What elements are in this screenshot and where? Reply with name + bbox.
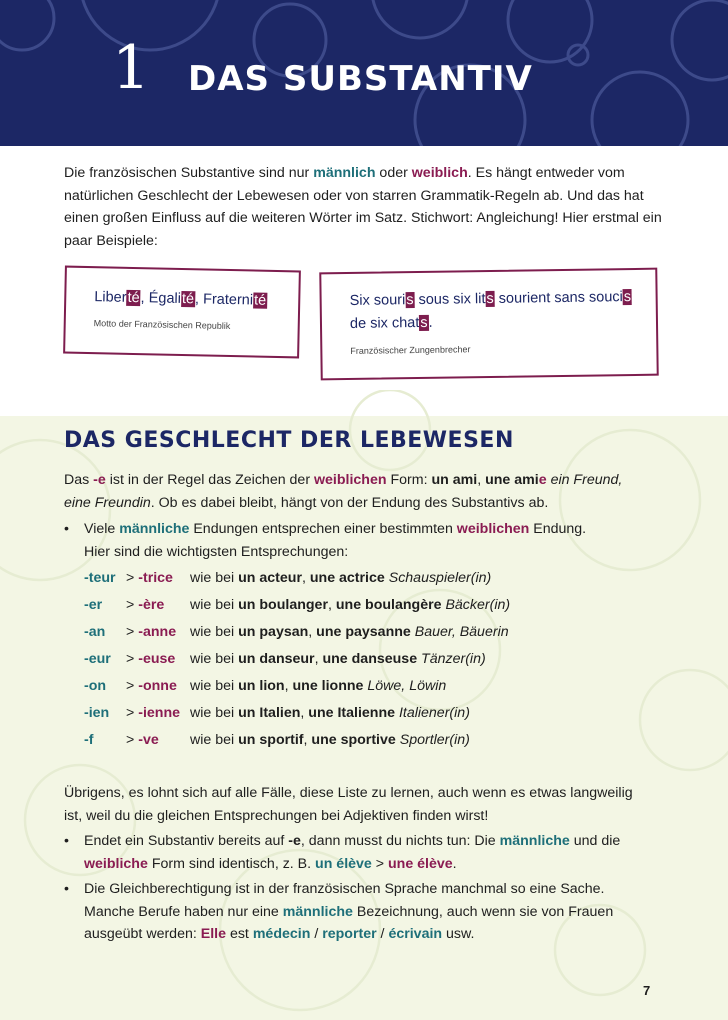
bullet-text: Die Gleichberechtigung ist in der französischen Sprache manchmal so eine Sache. Manche Berufe haben nur eine männliche Bezeichnung, auch wenn sie von Frauen ausgeübt werden: Elle est médecin / reporter / écrivain usw. <box>84 881 614 942</box>
bullet-text: Viele männliche Endungen entsprechen einer bestimmten weiblichen Endung. Hier sind die wichtigsten Entsprechungen: <box>84 521 587 560</box>
bullet-text: Endet ein Substantiv bereits auf -e, dann musst du nichts tun: Die männliche und die weibliche Form sind identisch, z. B. un élève > une élève. <box>84 833 621 872</box>
quote-text: Liberté, Égalité, Fraternité <box>94 289 267 309</box>
bullet-marker: • <box>64 521 69 537</box>
page-number: 7 <box>643 983 651 998</box>
quote-text: Six souris sous six lits sourient sans soucis de six chats. <box>349 289 632 332</box>
bullet-endings <box>64 518 684 564</box>
bullet-ending-e <box>64 830 684 876</box>
quote-box-tongue-twister <box>319 268 658 381</box>
paragraph-learn-list: Übrigens, es lohnt sich auf alle Fälle, diese Liste zu lernen, auch wenn es etwas langweilig ist, weil du die gleichen Entsprechungen bei Adjektiven finden wirst! <box>64 785 633 824</box>
section-title: DAS GESCHLECHT DER LEBEWESEN <box>64 428 514 453</box>
chapter-number: 1 <box>112 33 151 103</box>
quote-caption: Französischer Zungenbrecher <box>350 344 471 356</box>
bullet-marker: • <box>64 833 69 849</box>
bullet-equality <box>64 878 684 948</box>
quote-box-motto <box>63 266 301 359</box>
paragraph-feminine-e: Das -e ist in der Regel das Zeichen der weiblichen Form: un ami, une amie ein Freund, eine Freundin. Ob es dabei bleibt, hängt von der Endung des Substantivs ab. <box>64 472 623 511</box>
quote-caption: Motto der Französischen Republik <box>93 318 231 332</box>
chapter-header <box>0 0 728 146</box>
chapter-title: DAS SUBSTANTIV <box>188 59 533 99</box>
bullet-marker: • <box>64 881 69 897</box>
intro-paragraph: Die französischen Substantive sind nur männlich oder weiblich. Es hängt entweder vom natürlichen Geschlecht der Lebewesen oder von starren Grammatik-Regeln ab. Und das hat einen großen Einfluss auf die weiteren Wörter im Satz. Stichwort: Angleichung! Hier erstmal ein paar Beispiele: <box>64 165 662 249</box>
